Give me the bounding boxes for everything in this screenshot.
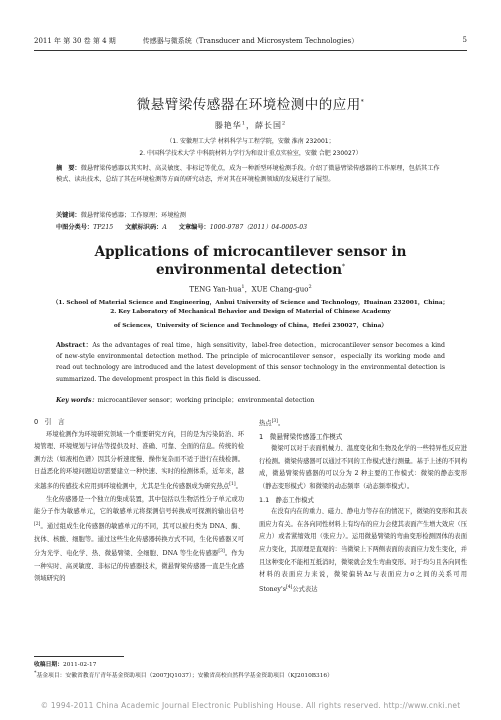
paragraph-2 [34, 494, 244, 586]
citation-3: [3] [218, 549, 225, 555]
keywords-label: 关键词： [56, 212, 81, 219]
article-number-value: 1000-9787（2011）04-0005-03 [209, 224, 308, 231]
page-number: 5 [462, 36, 467, 44]
fund-text: 基金项目：安徽省教育厅青年基金资助项目（2007JQ1037）；安徽省高校自然科学基金资助项目（KJ2010B316） [36, 673, 333, 679]
received-value: 2011-02-17 [63, 662, 97, 668]
english-affiliation-2: 2. Key Laboratory of Mechanical Behavior and Design of Material of Chinese Academy [110, 309, 391, 315]
title-fund-mark: * [360, 98, 365, 106]
section-1-heading: 1 微悬臂梁传感器工作模式 [259, 432, 343, 441]
paragraph-1-end: 。 [235, 483, 242, 491]
chinese-affiliation-2: 2. 中国科学技术大学 中科院材料力学行为和设计重点实验室，安徽 合肥 230027） [139, 150, 362, 157]
paragraph-2-mid: 。通过组成生化传感器的敏感单元的不同，其可以被归类为 DNA、酶、抗体、核酸、细胞等。通过这些生化传感器转换方式不同，生化传感器又可分为光学、电化学、热、微悬臂梁、全细胞、DNA 等生化传感器 [34, 522, 244, 558]
abstract-label: 摘 要： [56, 165, 81, 172]
article-number-label: 文章编号： [178, 224, 210, 231]
subsection-1-1-heading: 1.1 静态工作模式 [259, 495, 314, 504]
paragraph-1-text: 环境检测作为环境研究领域一个重要研究方向，目的是为污染防治、环境管理、环境规划与评估等提供及时、准确、可靠、全面的信息。传统的检测方法（如液相色谱）因其分析速度慢、操作复杂而不适于进行在线检测。日益恶化的环境问题迫切需要建立一种快速、实时的检测体系，近年来，越来越多的传感技术应用到环境检测中，尤其是生化传感器成为研究热点 [34, 430, 244, 491]
en-author-2-affil: 2 [308, 284, 312, 290]
paragraph-2-end: 。作为一种实时、高灵敏度、非标记的传感器技术，微悬臂梁传感器一直是生化感领域研究的 [34, 550, 245, 583]
english-authors [0, 284, 501, 294]
running-header [34, 36, 467, 48]
paragraph-4-text: 在没有内在的重力、磁力、静电力等存在的情况下，微梁的变形和其表面应力有关。在各向同性材料上有均布的应力会使其表面产生增大效应（压应力）或者紧缩效用（张应力）。运用微悬臂梁的弯曲变形检测固体的表面应力变化，其原理是直观的：当微梁上下两侧表面的表面应力发生变化，并且这种变化不能相互抵消时，微梁就会发生弯曲变形。对于均匀且各向同性材料的表面应力来说，微梁偏转Δz与表面应力σ之间的关系可用Stoney's [259, 508, 467, 593]
citation-1: [1] [229, 481, 236, 487]
paragraph-3: 微梁可以对于表面机械力、温度变化和生物及化学的一些特异性反应进行检测。微梁传感器可以通过不同的工作模式进行测量。基于上述的不同构成，微悬臂梁传感器的可以分为 2 种主要的工作模式：微梁的静态变形（静态变形模式）和微梁的动态频率（动态频率模式）。 [259, 445, 467, 491]
chinese-title-text: 微悬臂梁传感器在环境检测中的应用 [136, 97, 361, 113]
english-title-line-2-text: environmental detection [155, 262, 343, 278]
citation-4: [4] [285, 584, 293, 590]
author-separator: ， [246, 121, 255, 130]
author-2-affil: 2 [282, 120, 287, 127]
en-author-1-affil: 1 [241, 284, 245, 290]
english-abstract [56, 340, 445, 385]
body-left-column [34, 416, 244, 586]
en-abstract-label: Abstract： [56, 342, 93, 349]
author-1-affil: 1 [241, 120, 246, 127]
doc-code-value: A [162, 224, 167, 231]
section-0-heading: 0 引 言 [34, 418, 65, 426]
paragraph-1 [34, 429, 244, 494]
clc-value: TP215 [93, 224, 114, 231]
paragraph-4-end: 公式表达 [292, 585, 318, 593]
chinese-abstract [56, 163, 445, 186]
received-label: 收稿日期： [34, 662, 63, 668]
clc-label: 中图分类号： [56, 224, 94, 231]
citation-3b: [3] [271, 419, 278, 424]
footnote-rule [34, 656, 124, 657]
paragraph-continued [259, 416, 467, 431]
paragraph-continued-text: 热点 [259, 420, 272, 428]
en-author-2: XUE Chang-guo [251, 285, 309, 294]
english-keywords [56, 395, 445, 404]
en-keywords-text: microcantilever sensor；working principle；environmental detection [97, 397, 315, 404]
body-right-column [259, 416, 467, 597]
english-title-line-1: Applications of microcantilever sensor in [94, 244, 407, 260]
doc-code-label: 文献标识码： [125, 224, 163, 231]
paragraph-continued-end: 。 [277, 420, 285, 428]
classification-line [56, 222, 445, 231]
paragraph-4 [259, 506, 467, 596]
author-2: 薛长国 [255, 121, 282, 130]
fund-note [34, 670, 333, 679]
paragraph-2-text: 生化传感器是一个独立的集成装置，其中包括以生物活性分子单元或功能分子作为敏感单元，它的敏感单元将探测信号转换成可探测的输出信号 [34, 495, 244, 516]
citation-2: [2] [34, 521, 41, 527]
english-title-line-2 [0, 262, 501, 278]
received-date [34, 659, 96, 668]
chinese-title [0, 93, 501, 113]
en-abstract-text: As the advantages of real time，high sensitivity，label-free detection，microcantilever sensor becomes a kind of new-style environmental detection method. The principle of microcantilever sensor，especially its working mode and read out technology are introduced and the latest development of this sensor technology in the environmental detection is summarized. The development prospect in this field is discussed. [56, 342, 445, 383]
header-rule [34, 50, 467, 51]
en-author-1: TENG Yan-hua [189, 285, 242, 294]
issue-info: 2011 年 第 30 卷 第 4 期 [34, 37, 116, 45]
copyright-watermark: © 1994-2011 China Academic Journal Electronic Publishing House. All rights reserved. http://www.cnki.net [40, 701, 461, 710]
english-title-fund-mark: * [342, 263, 346, 271]
chinese-affiliation-1: （1. 安徽理工大学 材料科学与工程学院，安徽 淮南 232001； [166, 138, 335, 145]
chinese-authors [0, 120, 501, 131]
en-author-separator: ， [244, 285, 252, 294]
author-1: 滕艳华 [214, 121, 242, 130]
journal-name: 传感器与微系统（Transducer and Microsystem Technologies） [142, 37, 359, 45]
english-affiliation-3: of Sciences，University of Science and Technology of China，Hefei 230027，China） [113, 323, 388, 329]
en-keywords-label: Key words： [56, 397, 98, 404]
english-affiliation-1: （1. School of Material Science and Engineering，Anhui University of Science and Technology，Huainan 232001，China； [52, 300, 449, 306]
abstract-text: 微悬臂梁传感器以其实时、高灵敏度、非标记等优点，成为一种新型环境检测手段。介绍了微悬臂梁传感器的工作原理，包括其工作模式、读出技术，总结了其在环境检测等方面的研究动态，并对其在环境检测领域的发展进行了展望。 [56, 165, 440, 184]
chinese-keywords [56, 210, 445, 221]
keywords-text: 微悬臂梁传感器；工作原理；环境检测 [80, 212, 186, 219]
fund-mark: * [34, 671, 37, 677]
